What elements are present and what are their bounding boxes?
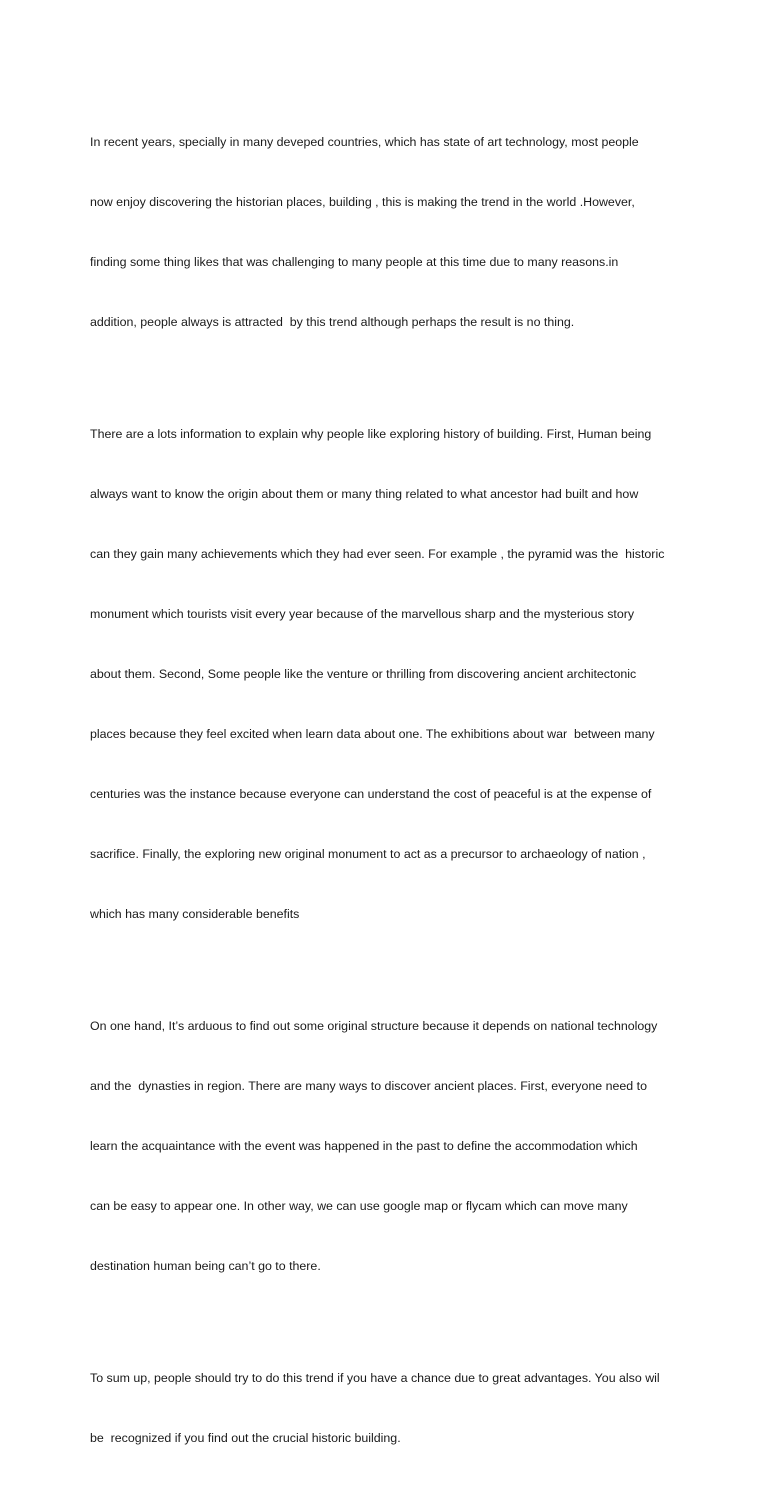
paragraph-reasons: [90, 384, 680, 964]
text-line: and the dynasties in region. There are many ways to discover ancient places. First, everyone need to: [90, 1079, 647, 1093]
document-body: [90, 92, 680, 1500]
text-line: destination human being can’t go to there.: [90, 1259, 321, 1273]
text-line: finding some thing likes that was challenging to many people at this time due to many reasons.in: [90, 255, 619, 269]
text-line: can they gain many achievements which they had ever seen. For example , the pyramid was the historic: [90, 547, 665, 561]
text-line: sacrifice. Finally, the exploring new original monument to act as a precursor to archaeology of nation ,: [90, 847, 646, 861]
paragraph-intro: [90, 92, 680, 372]
text-line: which has many considerable benefits: [90, 907, 300, 921]
text-line: To sum up, people should try to do this trend if you have a chance due to great advantages. You also wil: [90, 1371, 660, 1385]
paragraph-conclusion: [90, 1328, 680, 1488]
text-line: always want to know the origin about them or many thing related to what ancestor had built and how: [90, 487, 639, 501]
text-line: now enjoy discovering the historian places, building , this is making the trend in the world .However,: [90, 195, 635, 209]
text-line: On one hand, It’s arduous to find out some original structure because it depends on national technology: [90, 1019, 658, 1033]
text-line: about them. Second, Some people like the venture or thrilling from discovering ancient architectonic: [90, 667, 637, 681]
paragraph-challenges: [90, 976, 680, 1316]
text-line: monument which tourists visit every year because of the marvellous sharp and the mysterious story: [90, 607, 635, 621]
text-line: places because they feel excited when learn data about one. The exhibitions about war between many: [90, 727, 655, 741]
text-line: centuries was the instance because everyone can understand the cost of peaceful is at the expense of: [90, 787, 652, 801]
text-line: There are a lots information to explain why people like exploring history of building. First, Human being: [90, 427, 652, 441]
text-line: be recognized if you find out the crucial historic building.: [90, 1431, 401, 1445]
text-line: addition, people always is attracted by this trend although perhaps the result is no thing.: [90, 315, 575, 329]
text-line: In recent years, specially in many deveped countries, which has state of art technology, most people: [90, 135, 639, 149]
text-line: can be easy to appear one. In other way, we can use google map or flycam which can move many: [90, 1199, 628, 1213]
text-line: learn the acquaintance with the event was happened in the past to define the accommodation which: [90, 1139, 638, 1153]
